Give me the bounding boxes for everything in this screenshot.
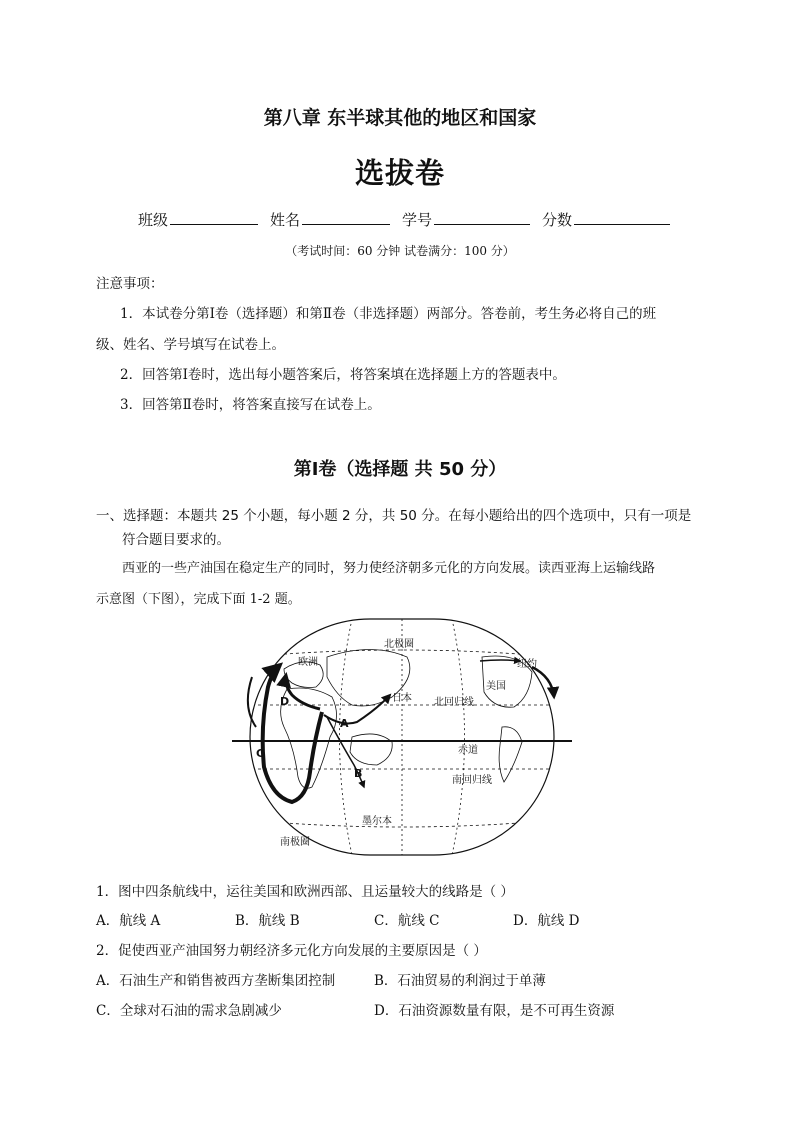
- map-label-north-pole: 北极圈: [384, 639, 414, 650]
- student-id-blank[interactable]: [434, 208, 530, 225]
- exam-title: 选拔卷: [354, 156, 445, 190]
- lead-text-line-2: 示意图（下图），完成下面 1-2 题。: [96, 592, 301, 607]
- notes-heading: 注意事项：: [96, 276, 164, 292]
- score-blank[interactable]: [574, 208, 670, 225]
- map-label-tropic-cancer: 北回归线: [434, 697, 474, 708]
- map-label-japan: 日本: [392, 693, 412, 704]
- map-label-tropic-capricorn: 南回归线: [452, 775, 492, 786]
- map-label-south-pole: 南极圈: [280, 837, 310, 848]
- note-item-1: 1．本试卷分第Ⅰ卷（选择题）和第Ⅱ卷（非选择题）两部分。答卷前，考生务必将自己的班: [120, 306, 657, 322]
- lead-text-line-1: 西亚的一些产油国在稳定生产的同时，努力使经济朝多元化的方向发展。读西亚海上运输线路: [122, 561, 656, 576]
- map-label-route-a: A: [340, 717, 349, 730]
- section-instruction: [96, 504, 706, 552]
- class-blank[interactable]: [170, 208, 258, 225]
- chapter-title: 第八章 东半球其他的地区和国家: [263, 107, 537, 129]
- question-1-option-b[interactable]: B．航线 B: [235, 913, 300, 929]
- map-label-route-b: B: [354, 767, 363, 780]
- map-label-europe: 欧洲: [298, 657, 318, 668]
- question-1-option-a[interactable]: A．航线 A: [96, 913, 161, 929]
- question-2-option-c[interactable]: C．全球对石油的需求急剧减少: [96, 1003, 282, 1019]
- map-label-route-c: C: [256, 747, 265, 760]
- map-label-equator: 赤道: [458, 745, 478, 756]
- question-1-stem: 1．图中四条航线中，运往美国和欧洲西部、且运量较大的线路是（ ）: [96, 884, 514, 900]
- map-label-melbourne: 墨尔本: [362, 816, 392, 827]
- score-label: 分数: [542, 211, 573, 229]
- question-2-option-b[interactable]: B．石油贸易的利润过于单薄: [374, 973, 546, 989]
- note-item-2: 2．回答第Ⅰ卷时，选出每小题答案后，将答案填在选择题上方的答题表中。: [120, 367, 566, 383]
- question-2-option-d[interactable]: D．石油资源数量有限，是不可再生资源: [374, 1003, 615, 1019]
- name-label: 姓名: [270, 211, 301, 229]
- question-1-option-c[interactable]: C．航线 C: [374, 913, 440, 929]
- question-2-option-a[interactable]: A．石油生产和销售被西方垄断集团控制: [96, 973, 336, 989]
- class-label: 班级: [138, 211, 169, 229]
- map-label-usa: 美国: [486, 681, 506, 692]
- instruction-line-1: 一、选择题：本题共 25 个小题，每小题 2 分，共 50 分。在每小题给出的四个选项中，只有一项是: [96, 508, 692, 524]
- west-asia-shipping-map: [232, 617, 572, 857]
- student-id-label: 学号: [402, 211, 433, 229]
- student-info-row: [138, 208, 670, 230]
- question-2-stem: 2．促使西亚产油国努力朝经济多元化方向发展的主要原因是（ ）: [96, 943, 487, 959]
- map-label-new-york: 纽约: [517, 659, 537, 670]
- map-label-route-d: D: [280, 695, 290, 708]
- note-item-3: 3．回答第Ⅱ卷时，将答案直接写在试卷上。: [120, 397, 381, 413]
- note-item-1-cont: 级、姓名、学号填写在试卷上。: [96, 337, 285, 353]
- question-1-option-d[interactable]: D．航线 D: [513, 913, 580, 929]
- name-blank[interactable]: [302, 208, 390, 225]
- section-title: 第Ⅰ卷（选择题 共 50 分）: [293, 459, 507, 480]
- exam-time-info: （考试时间：60 分钟 试卷满分：100 分）: [285, 244, 515, 258]
- instruction-line-2: 符合题目要求的。: [122, 532, 230, 548]
